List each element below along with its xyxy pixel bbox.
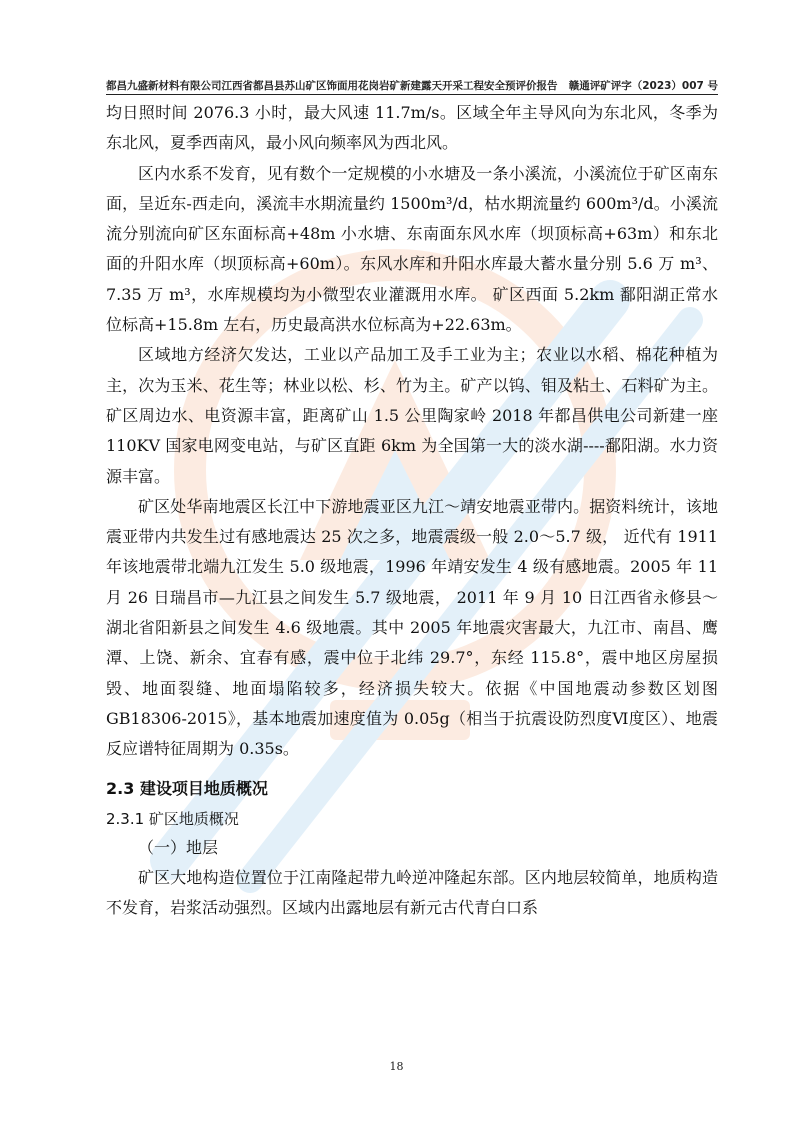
paragraph-seismic: 矿区处华南地震区长江中下游地震亚区九江～靖安地震亚带内。据资料统计，该地震亚带内共发生过有感地震达 25 次之多，地震震级一般 2.0～5.7 级， 近代有 1911 年该地震带北端九江发生 5.0 级地震，1996 年靖安发生 4 级有感地震。2005 年 11 月 26 日瑞昌市—九江县之间发生 5.7 级地震， 2011 年 9 月 10 日江西省永修县～湖北省阳新县之间发生 4.6 级地震。其中 2005 年地震灾害最大，九江市、南昌、鹰潭、上饶、新余、宜春有感，震中位于北纬 29.7°，东经 115.8°，震中地区房屋损毁、地面裂缝、地面塌陷较多，经济损失较大。依据《中国地震动参数区划图 GB18306-2015》，基本地震加速度值为 0.05g（相当于抗震设防烈度Ⅵ度区）、地震反应谱特征周期为 0.35s。: [106, 496, 718, 759]
paragraph-geology: 矿区大地构造位置位于江南隆起带九岭逆冲隆起东部。区内地层较简单，地质构造不发育，岩浆活动强烈。区域内出露地层有新元古代青白口系: [106, 867, 718, 917]
page-header: [106, 76, 718, 95]
paragraph-economy: 区域地方经济欠发达，工业以产品加工及手工业为主；农业以水稻、棉花种植为主，次为玉米、花生等；林业以松、杉、竹为主。矿产以钨、钼及粘土、石料矿为主。矿区周边水、电资源丰富，距离矿山 1.5 公里陶家岭 2018 年都昌供电公司新建一座 110KV 国家电网变电站，与矿区直距 6km 为全国第一大的淡水湖----鄱阳湖。水力资源丰富。: [106, 345, 718, 486]
subsection-heading: 2.3.1 矿区地质概况: [106, 809, 239, 828]
strata-heading: （一）地层: [138, 837, 219, 857]
header-report-number: 赣通评矿评字（2023）007 号: [568, 80, 718, 92]
document-body: [106, 98, 718, 923]
page-number: 18: [389, 1060, 404, 1073]
paragraph-hydrology: 区内水系不发育，见有数个一定规模的小水塘及一条小溪流，小溪流位于矿区南东面，呈近东-西走向，溪流丰水期流量约 1500m³/d，枯水期流量约 600m³/d。小溪流流分别流向矿区东面标高+48m 小水塘、东南面东风水库（坝顶标高+63m）和东北面的升阳水库（坝顶标高+60m）。东风水库和升阳水库最大蓄水量分别 5.6 万 m³、7.35 万 m³，水库规模均为小微型农业灌溉用水库。 矿区西面 5.2km 鄱阳湖正常水位标高+15.8m 左右，历史最高洪水位标高为+22.63m。: [106, 163, 718, 335]
header-report-title: 都昌九盛新材料有限公司江西省都昌县苏山矿区饰面用花岗岩矿新建露天开采工程安全预评价报告: [106, 80, 558, 92]
section-heading: 2.3 建设项目地质概况: [106, 778, 268, 798]
paragraph-climate: 均日照时间 2076.3 小时，最大风速 11.7m/s。区域全年主导风向为东北风，冬季为东北风，夏季西南风，最小风向频率风为西北风。: [106, 103, 718, 153]
